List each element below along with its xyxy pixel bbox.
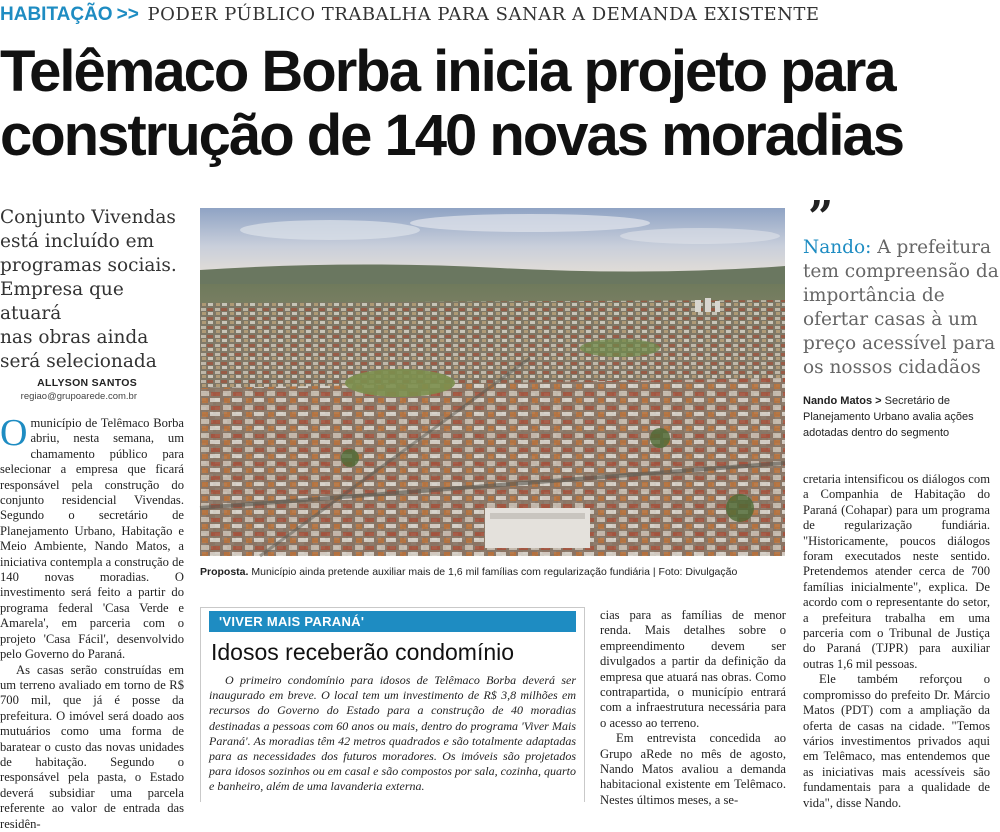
author-email: regiao@grupoarede.com.br	[20, 391, 137, 402]
article-paragraph: cretaria intensificou os diálogos com a Companhia de Habitação do Paraná (Cohapar) para um programa de regularização fundiária. "Historicamente, poucos diálogos foram executados neste sentido. Pretendemos atender cerca de 700 famílias inicialmente", explica. De acordo com o representante do setor, a prefeitura trabalha em uma parceria com o Tribunal de Justiça do Paraná (TJPR) para auxiliar outras 1,6 mil pessoas.	[803, 472, 990, 671]
article-paragraph: Ele também reforçou o compromisso do prefeito Dr. Márcio Matos (PDT) com a ampliação da oferta de casas na cidade. "Temos vários investimentos privados aqui em Telêmaco, mas entendemos que as iniciativas mais acessíveis são fundamentais para a qualidade de vida", disse Nando.	[803, 672, 990, 810]
article-paragraph: As casas serão construídas em um terreno avaliado em torno de R$ 700 mil, que já é posse da prefeitura. O imóvel será doado aos mutuários como uma forma de baratear o custo das novas unidades de habitação. Segundo o responsável pela pasta, o Estado deverá subsidiar uma parcela referente ao valor de entrada das residên-	[0, 662, 184, 831]
headline-line-1: Telêmaco Borba inicia projeto para	[0, 39, 895, 104]
quote-mark-icon: ”	[808, 192, 834, 243]
deck-line: será selecionada	[0, 351, 157, 372]
sidebar-title: Idosos receberão condomínio	[211, 639, 515, 665]
byline	[0, 377, 137, 402]
author-name: ALLYSON SANTOS	[37, 377, 137, 389]
pull-quote-speaker: Nando:	[803, 237, 872, 258]
deck-line: Conjunto Vivendas	[0, 207, 176, 228]
photo-caption	[200, 565, 790, 579]
pull-quote-credit	[803, 393, 1000, 441]
article-paragraph: Omunicípio de Telêmaco Borba abriu, nesta semana, um chamamento público para selecionar a empresa que ficará responsável pela construção do conjunto residencial Vivendas. Segundo o secretário de Planejamento Urbano, Habitação e Meio Ambiente, Nando Matos, a iniciativa contempla a construção de 140 novas moradias. O investimento será feito a partir do programa federal 'Casa Verde e Amarela', em parceria com o projeto 'Casa Fácil', desenvolvido pelo Governo do Paraná.	[0, 412, 184, 662]
article-column-3	[600, 608, 786, 807]
deck-line: nas obras ainda	[0, 327, 149, 348]
credit-role: Secretário de Planejamento Urbano avalia ações adotadas dentro do segmento	[803, 395, 974, 439]
aerial-city-photo	[200, 208, 785, 556]
pull-quote	[803, 236, 1000, 380]
caption-lead: Proposta.	[200, 566, 249, 578]
drop-cap: O	[0, 412, 28, 454]
deck	[0, 206, 185, 374]
article-column-1	[0, 412, 184, 831]
section-kicker	[0, 2, 820, 28]
credit-name: Nando Matos >	[803, 395, 882, 407]
headline-line-2: construção de 140 novas moradias	[0, 103, 904, 168]
deck-line: Empresa que atuará	[0, 279, 124, 324]
headline	[0, 40, 1000, 168]
section-name: HABITAÇÃO	[0, 4, 113, 25]
pull-quote-text: A prefeitura tem compreensão da importância de ofertar casas à um preço acessível para os nossos cidadãos	[803, 237, 999, 378]
article-paragraph: Em entrevista concedida ao Grupo aRede no mês de agosto, Nando Matos avaliou a demanda habitacional existente em Telêmaco. Nestes últimos meses, a se-	[600, 731, 786, 807]
article-column-4	[803, 472, 990, 810]
deck-line: está incluído em	[0, 231, 155, 252]
kicker-separator: >>	[116, 4, 139, 25]
kicker-subtitle: PODER PÚBLICO TRABALHA PARA SANAR A DEMANDA EXISTENTE	[147, 4, 820, 25]
sidebar-text: O primeiro condomínio para idosos de Telêmaco Borba deverá ser inaugurado em breve. O local tem um investimento de R$ 3,8 milhões em recursos do Governo do Estado para a construção de 40 moradias destinadas a pessoas com 60 anos ou mais, dentro do programa 'Viver Mais Paraná'. As moradias têm 42 metros quadrados e são totalmente adaptadas para as necessidades dos futuros moradores. Os imóveis são projetados para idosos sozinhos ou em casal e são compostos por sala, cozinha, quarto e banheiro, além de uma lavanderia externa.	[209, 673, 576, 794]
sidebar-box	[200, 607, 585, 802]
caption-text: Município ainda pretende auxiliar mais de 1,6 mil famílias com regularização fundiária | Foto: Divulgação	[251, 566, 738, 578]
deck-line: programas sociais.	[0, 255, 177, 276]
article-paragraph: cias para as famílias de menor renda. Mais detalhes sobre o empreendimento devem ser divulgados a partir da definição da empresa que atuará nas obras. Como contrapartida, o município entrará com a infraestrutura necessária para o acesso ao terreno.	[600, 608, 786, 730]
sidebar-label: 'VIVER MAIS PARANÁ'	[209, 611, 576, 632]
